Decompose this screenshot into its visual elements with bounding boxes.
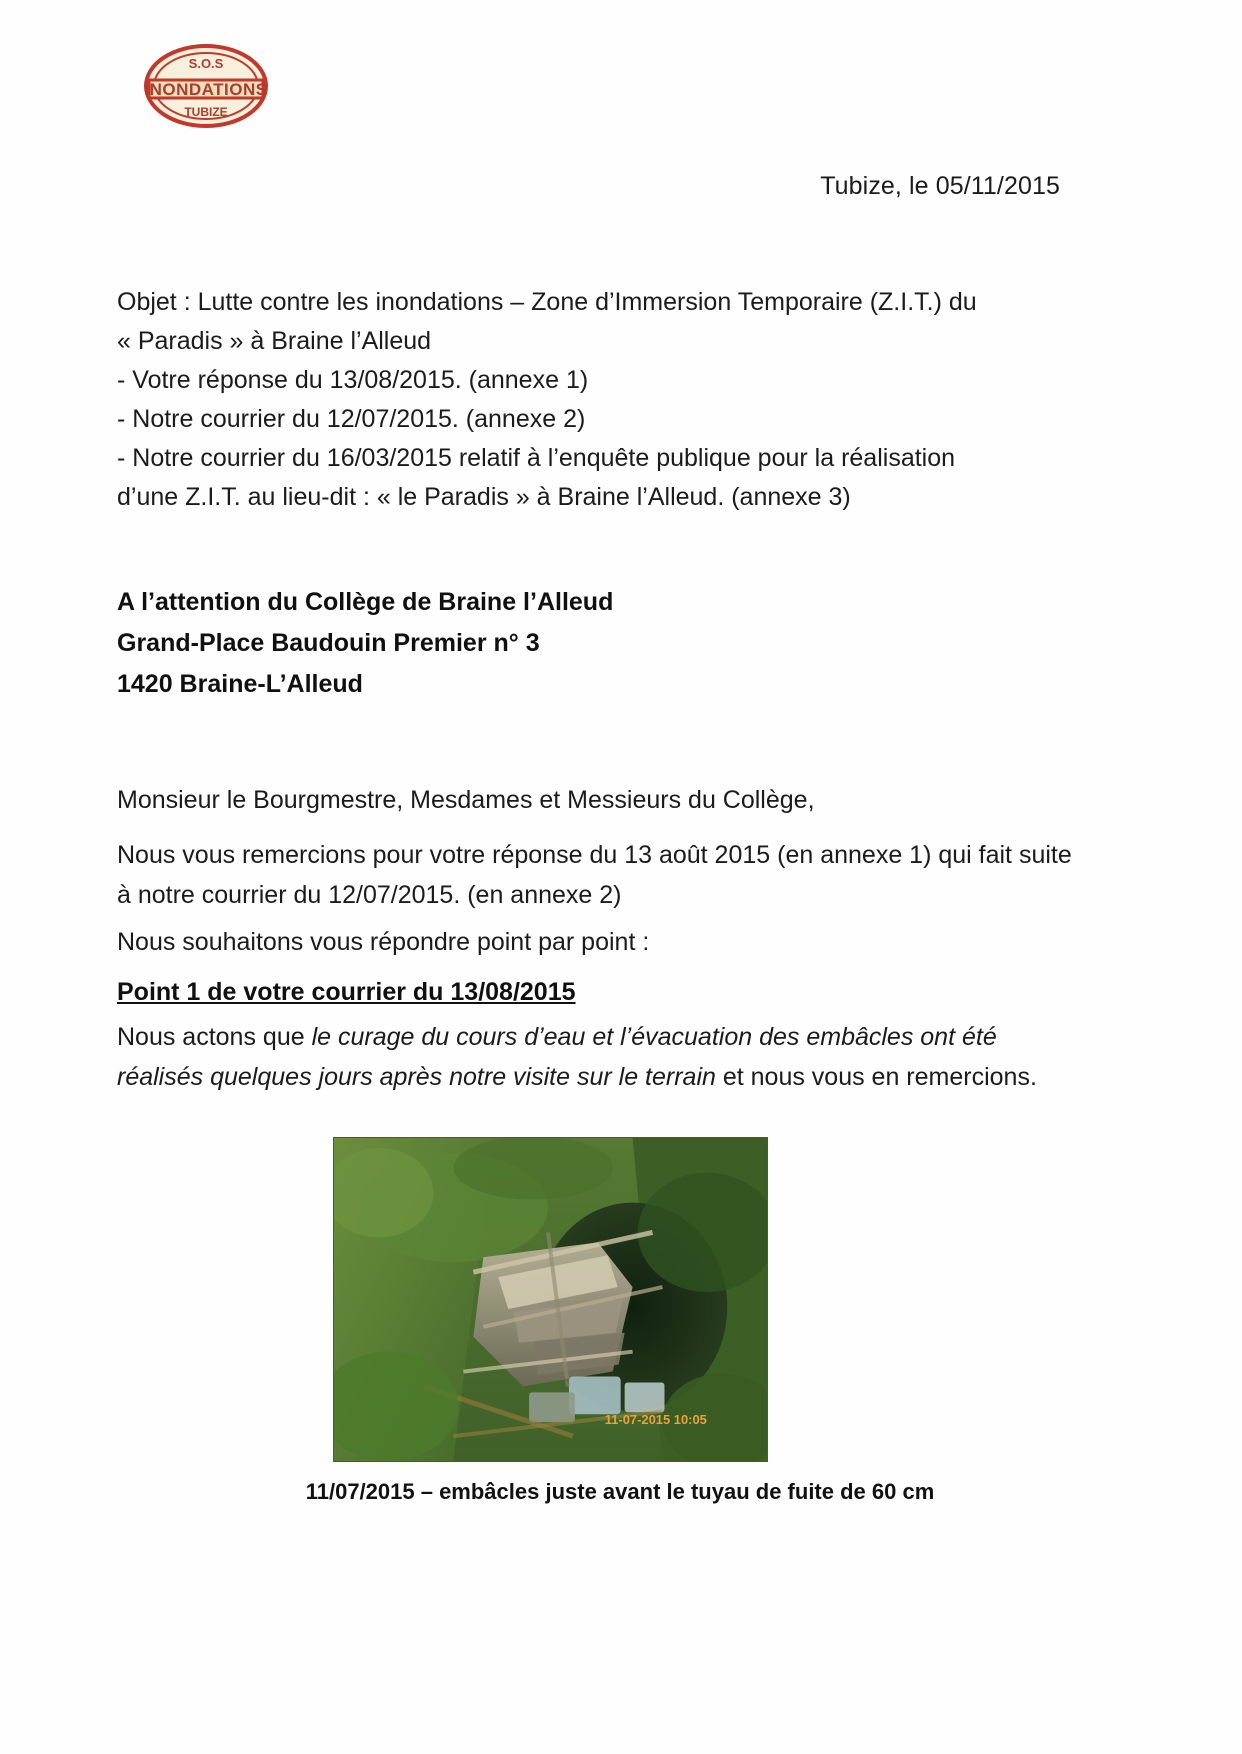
- paragraph-reply-intro: Nous souhaitons vous répondre point par point :: [117, 928, 650, 956]
- svg-text:11-07-2015 10:05: 11-07-2015 10:05: [604, 1412, 707, 1428]
- object-line-4: - Notre courrier du 12/07/2015. (annexe 2): [117, 405, 586, 433]
- photo-caption: 11/07/2015 – embâcles juste avant le tuyau de fuite de 60 cm: [305, 1479, 935, 1504]
- sos-inondations-logo: [139, 42, 274, 130]
- paragraph-thanks: Nous vous remercions pour votre réponse du 13 août 2015 (en annexe 1) qui fait suite à notre courrier du 12/07/2015. (en annexe 2): [117, 841, 1072, 909]
- point1-heading: Point 1 de votre courrier du 13/08/2015: [117, 978, 576, 1006]
- object-line-6: d’une Z.I.T. au lieu-dit : « le Paradis » à Braine l’Alleud. (annexe 3): [117, 483, 851, 511]
- salutation: Monsieur le Bourgmestre, Mesdames et Messieurs du Collège,: [117, 786, 815, 814]
- paragraph-point1: [117, 1017, 1067, 1097]
- object-line-3: - Votre réponse du 13/08/2015. (annexe 1): [117, 366, 589, 394]
- photo-embacles: [333, 1137, 768, 1462]
- svg-text:INONDATIONS: INONDATIONS: [144, 80, 268, 99]
- svg-text:TUBIZE: TUBIZE: [184, 105, 228, 119]
- date-line: Tubize, le 05/11/2015: [820, 172, 1060, 200]
- object-line-5: - Notre courrier du 16/03/2015 relatif à l’enquête publique pour la réalisation: [117, 444, 956, 472]
- object-block: [117, 283, 1077, 517]
- recipient-address-block: [117, 582, 1017, 705]
- address-line-2: Grand-Place Baudouin Premier n° 3: [117, 629, 540, 657]
- point1-italic: le curage du cours d’eau et l’évacuation des embâcles ont été réalisés quelques jours après notre visite sur le terrain: [117, 1023, 997, 1091]
- object-line-2: « Paradis » à Braine l’Alleud: [117, 327, 432, 355]
- point1-suffix: et nous vous en remercions.: [715, 1063, 1037, 1091]
- address-line-1: A l’attention du Collège de Braine l’Alleud: [117, 588, 614, 616]
- object-line-1: Objet : Lutte contre les inondations – Zone d’Immersion Temporaire (Z.I.T.) du: [117, 288, 977, 316]
- point1-prefix: Nous actons que: [117, 1023, 312, 1051]
- svg-text:S.O.S: S.O.S: [188, 56, 224, 71]
- address-line-3: 1420 Braine-L’Alleud: [117, 670, 363, 698]
